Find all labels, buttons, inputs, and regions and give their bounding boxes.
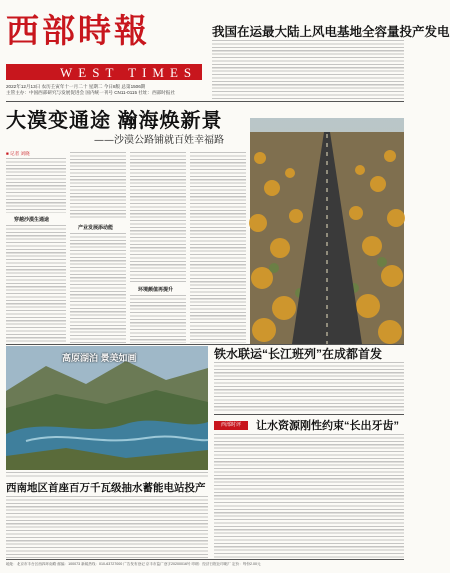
main-body-col1a xyxy=(6,158,66,213)
main-subhead-1: 穿越沙漠生通途 xyxy=(14,217,50,223)
divider-top xyxy=(6,101,404,102)
commentary-headline: 让水资源刚性约束“长出牙齿” xyxy=(256,420,399,432)
divider-commentary xyxy=(214,414,404,415)
newspaper-logo: 西部時報 xyxy=(6,11,150,50)
photo-feature-title: 高原湖泊 景美如画 xyxy=(62,353,137,363)
top-right-body-text xyxy=(212,40,404,100)
masthead-info xyxy=(6,84,202,96)
desert-road-image xyxy=(250,118,404,344)
main-body-col1b xyxy=(6,225,66,343)
desert-road-photo xyxy=(250,118,404,344)
plateau-lake-photo xyxy=(6,346,208,470)
masthead-info-line1: 2022年12月13日 农历壬寅年十一月二十 星期二 今日8版 总第1506期 xyxy=(6,84,146,89)
main-subhead-3: 环境颜值再提升 xyxy=(138,287,174,293)
divider-footer xyxy=(6,559,404,560)
masthead-info-line2: 主管主办：中国西部研究与发展促进会 国内统一刊号 CN11-0115 社址：西部时报社 xyxy=(6,90,176,95)
newspaper-logo-english: WEST TIMES xyxy=(60,65,198,80)
secondary-body xyxy=(214,362,404,412)
masthead xyxy=(6,12,202,98)
main-body-col4 xyxy=(190,152,246,343)
main-body-col3a xyxy=(130,152,186,282)
main-subheadline: ——沙漠公路铺就百姓幸福路 xyxy=(94,135,224,146)
main-subhead-2: 产业发展添动能 xyxy=(78,225,114,231)
main-body-col2a xyxy=(70,152,126,220)
secondary-headline: 铁水联运“长江班列”在成都首发 xyxy=(214,347,383,361)
bottom-headline: 西南地区首座百万千瓦级抽水蓄能电站投产 xyxy=(6,482,206,494)
bottom-body xyxy=(6,496,208,558)
plateau-lake-image xyxy=(6,346,208,470)
main-body-col3b xyxy=(130,295,186,343)
photo-caption xyxy=(6,472,208,478)
footer-info: 地址：北京市丰台区西四环南路 邮编：100073 新闻热线：010-63727000 广告发布登记 京丰市监广登字20200016号 印刷：经济日报社印刷厂 定价：每份2.00元 xyxy=(6,562,261,566)
main-byline: ■ 记者 刘晓 xyxy=(6,151,30,156)
main-headline: 大漠变通途 瀚海焕新景 xyxy=(6,110,223,132)
main-body-col2b xyxy=(70,233,126,343)
commentary-tag: 西部时评 xyxy=(214,421,248,430)
top-right-headline: 我国在运最大陆上风电基地全容量投产发电 xyxy=(212,25,450,39)
commentary-body xyxy=(214,434,404,558)
